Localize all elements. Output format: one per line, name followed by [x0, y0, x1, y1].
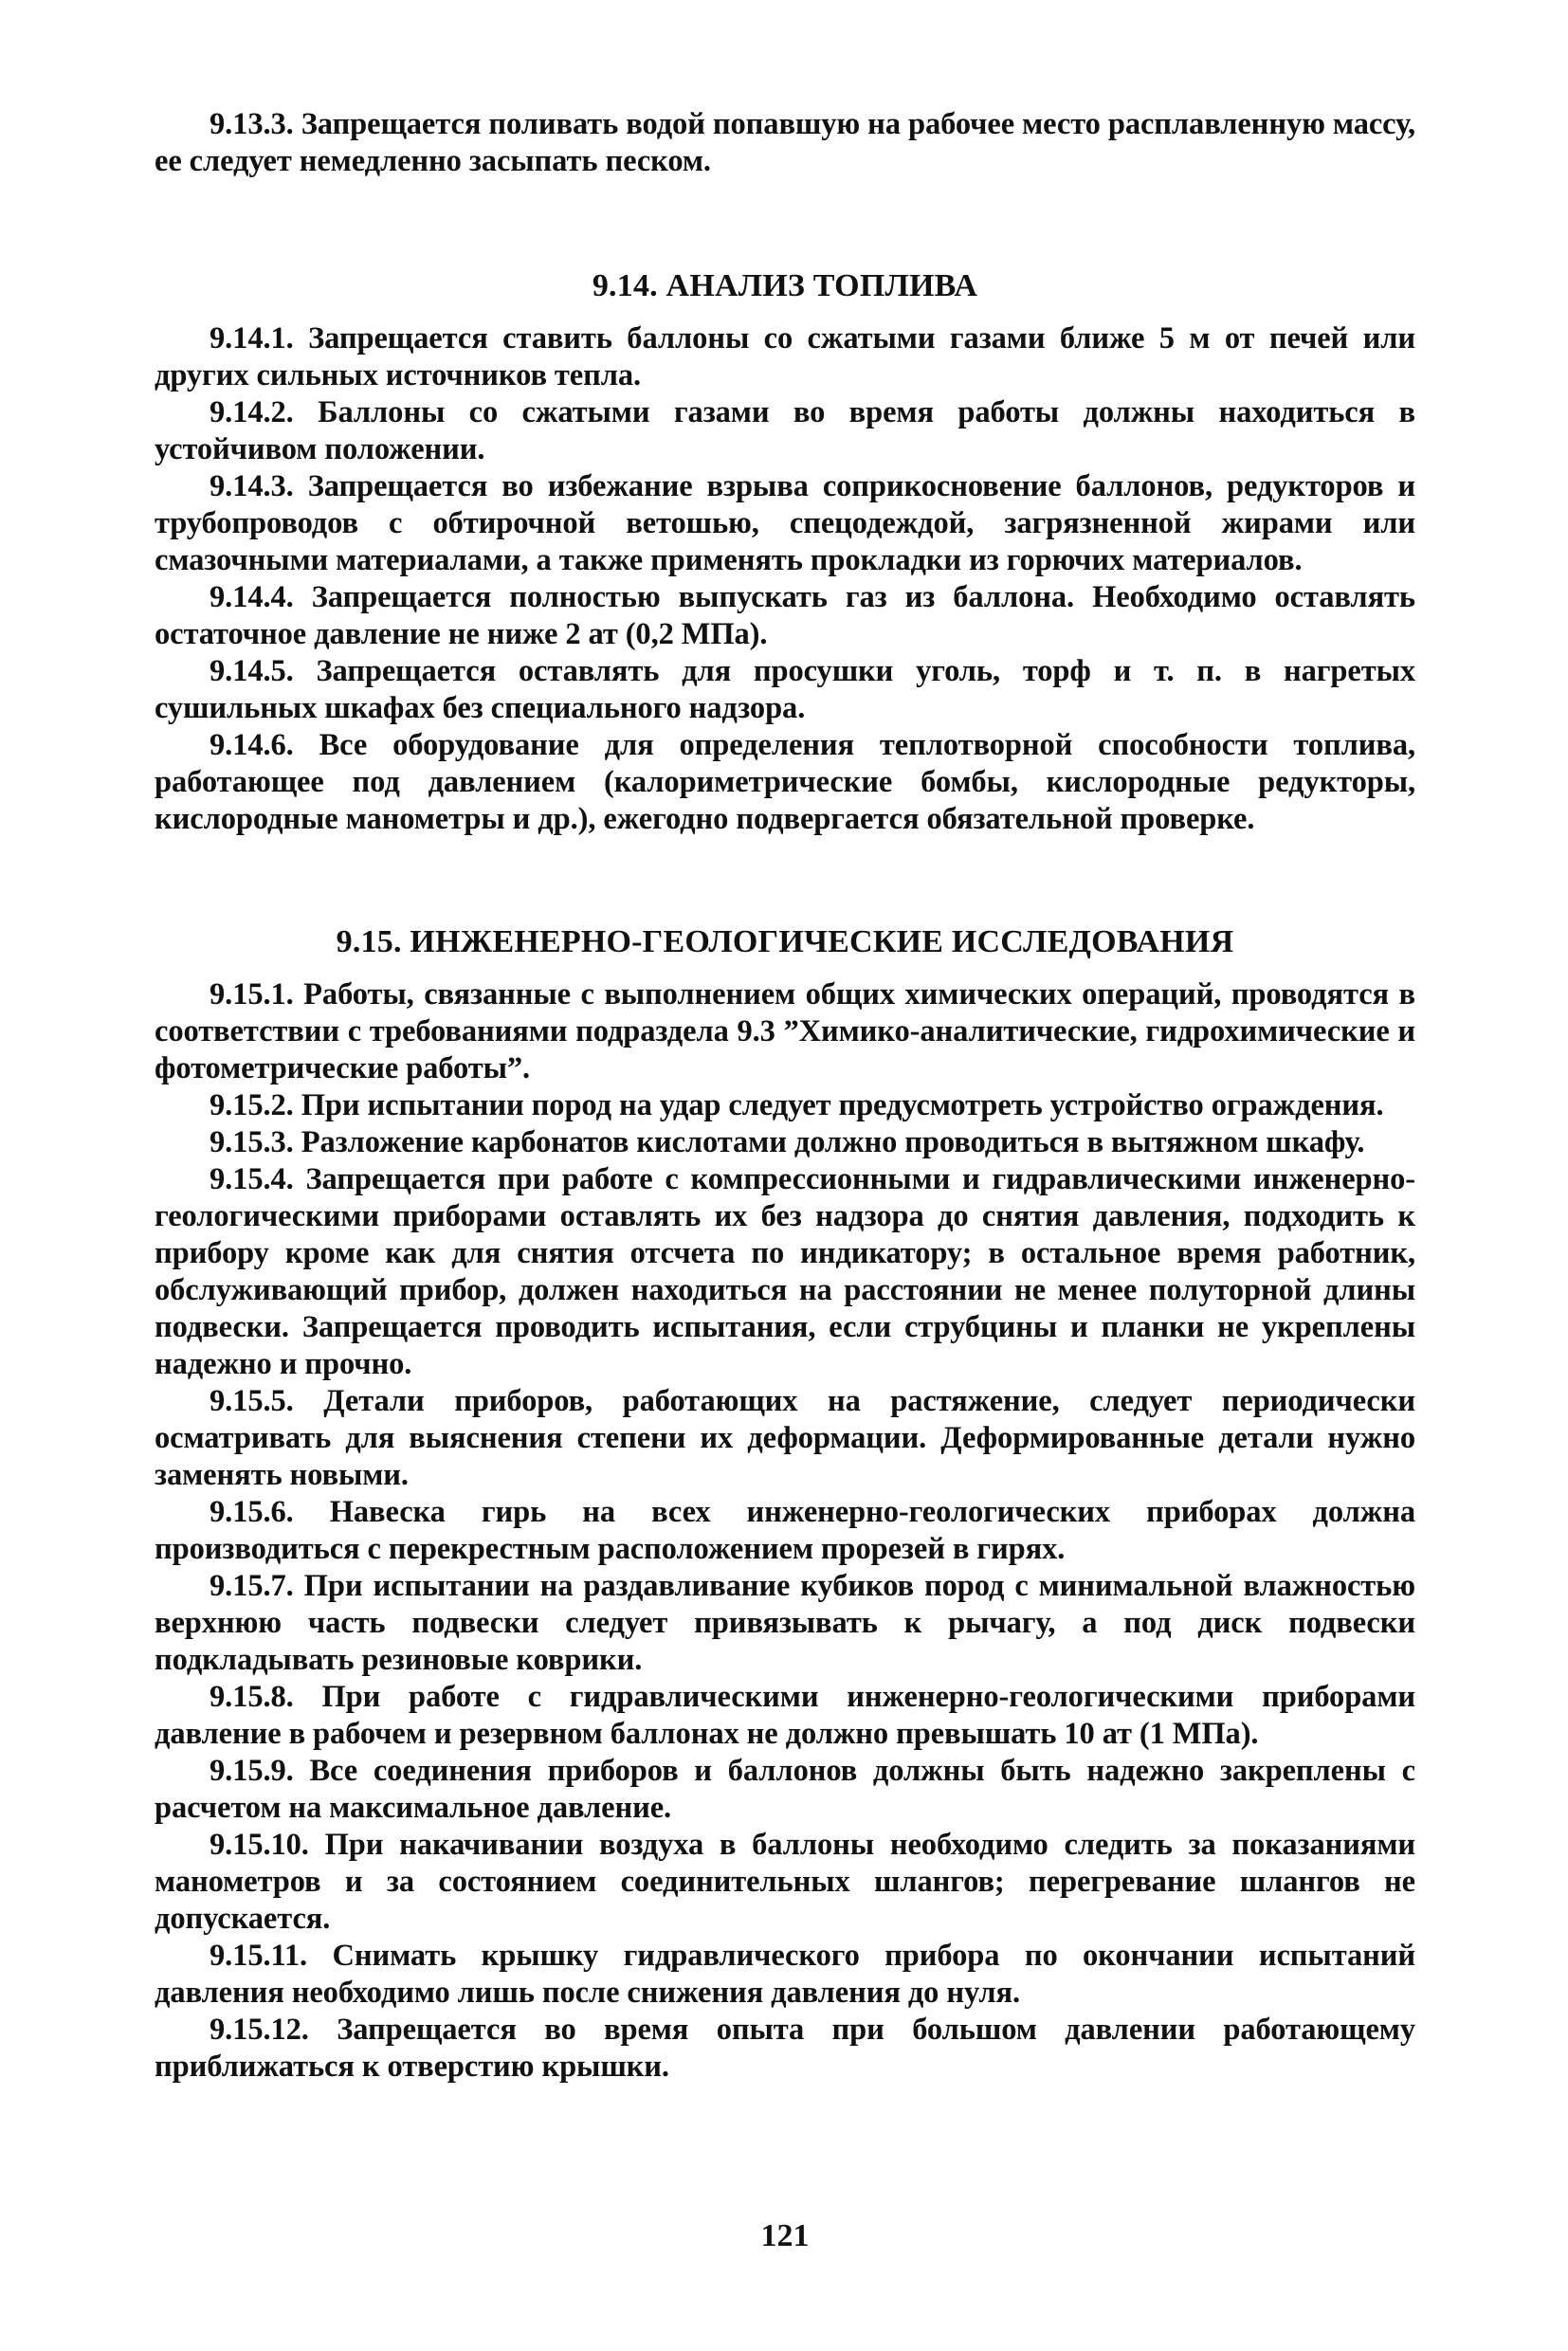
paragraph-9-15-9: 9.15.9. Все соединения приборов и баллонов должны быть надежно закреплены с расчетом на максимальное давление.: [155, 1754, 1415, 1825]
section-heading-9-15: 9.15. ИНЖЕНЕРНО-ГЕОЛОГИЧЕСКИЕ ИССЛЕДОВАНИЯ: [336, 924, 1234, 959]
paragraph-9-15-10: 9.15.10. При накачивании воздуха в баллоны необходимо следить за показаниями манометров и за состоянием соединительных шлангов; перегревание шлангов не допускается.: [155, 1828, 1415, 1936]
paragraph-9-13-3: 9.13.3. Запрещается поливать водой попавшую на рабочее место расплавленную массу, ее следует немедленно засыпать песком.: [155, 107, 1415, 178]
paragraph-9-14-3: 9.14.3. Запрещается во избежание взрыва соприкосновение баллонов, редукторов и трубопроводов с обтирочной ветошью, спецодеждой, загрязненной жирами или смазочными материалами, а также применять прокладки из горючих материалов.: [155, 469, 1415, 577]
paragraph-9-14-6: 9.14.6. Все оборудование для определения теплотворной способности топлива, работающее под давлением (калориметрические бомбы, кислородные редукторы, кислородные манометры и др.), ежегодно подвергается обязательной проверке.: [155, 728, 1415, 836]
paragraph-9-15-5: 9.15.5. Детали приборов, работающих на растяжение, следует периодически осматривать для выяснения степени их деформации. Деформированные детали нужно заменять новыми.: [155, 1384, 1415, 1492]
paragraph-9-14-5: 9.14.5. Запрещается оставлять для просушки уголь, торф и т. п. в нагретых сушильных шкафах без специального надзора.: [155, 654, 1415, 725]
paragraph-9-15-3: 9.15.3. Разложение карбонатов кислотами должно проводиться в вытяжном шкафу.: [210, 1125, 1365, 1159]
paragraph-9-15-4: 9.15.4. Запрещается при работе с компрессионными и гидравлическими инженерно-геологическими приборами оставлять их без надзора до снятия давления, подходить к прибору кроме как для снятия отсчета по индикатору; в остальное время работник, обслуживающий прибор, должен находиться на расстоянии не менее полуторной длины подвески. Запрещается проводить испытания, если струбцины и планки не укреплены надежно и прочно.: [155, 1162, 1415, 1381]
paragraph-9-14-4: 9.14.4. Запрещается полностью выпускать газ из баллона. Необходимо оставлять остаточное давление не ниже 2 ат (0,2 МПа).: [155, 580, 1415, 651]
section-heading-9-14: 9.14. АНАЛИЗ ТОПЛИВА: [592, 268, 978, 303]
paragraph-9-15-1: 9.15.1. Работы, связанные с выполнением общих химических операций, проводятся в соответствии с требованиями подраздела 9.3 ”Химико-аналитические, гидрохимические и фотометрические работы”.: [155, 977, 1415, 1085]
document-page: [155, 106, 1415, 2315]
paragraph-9-14-2: 9.14.2. Баллоны со сжатыми газами во время работы должны находиться в устойчивом положении.: [155, 395, 1415, 466]
paragraph-9-15-7: 9.15.7. При испытании на раздавливание кубиков пород с минимальной влажностью верхнюю часть подвески следует привязывать к рычагу, а под диск подвески подкладывать резиновые коврики.: [155, 1569, 1415, 1677]
page-number: 121: [760, 2218, 810, 2253]
paragraph-9-15-8: 9.15.8. При работе с гидравлическими инженерно-геологическими приборами давление в рабочем и резервном баллонах не должно превышать 10 ат (1 МПа).: [155, 1680, 1415, 1751]
paragraph-9-14-1: 9.14.1. Запрещается ставить баллоны со сжатыми газами ближе 5 м от печей или других сильных источников тепла.: [155, 321, 1415, 392]
paragraph-9-15-6: 9.15.6. Навеска гирь на всех инженерно-геологических приборах должна производиться с перекрестным расположением прорезей в гирях.: [155, 1495, 1415, 1566]
paragraph-9-15-2: 9.15.2. При испытании пород на удар следует предусмотреть устройство ограждения.: [210, 1088, 1384, 1122]
paragraph-9-15-11: 9.15.11. Снимать крышку гидравлического прибора по окончании испытаний давления необходимо лишь после снижения давления до нуля.: [155, 1939, 1415, 2010]
paragraph-9-15-12: 9.15.12. Запрещается во время опыта при большом давлении работающему приближаться к отверстию крышки.: [155, 2013, 1415, 2084]
